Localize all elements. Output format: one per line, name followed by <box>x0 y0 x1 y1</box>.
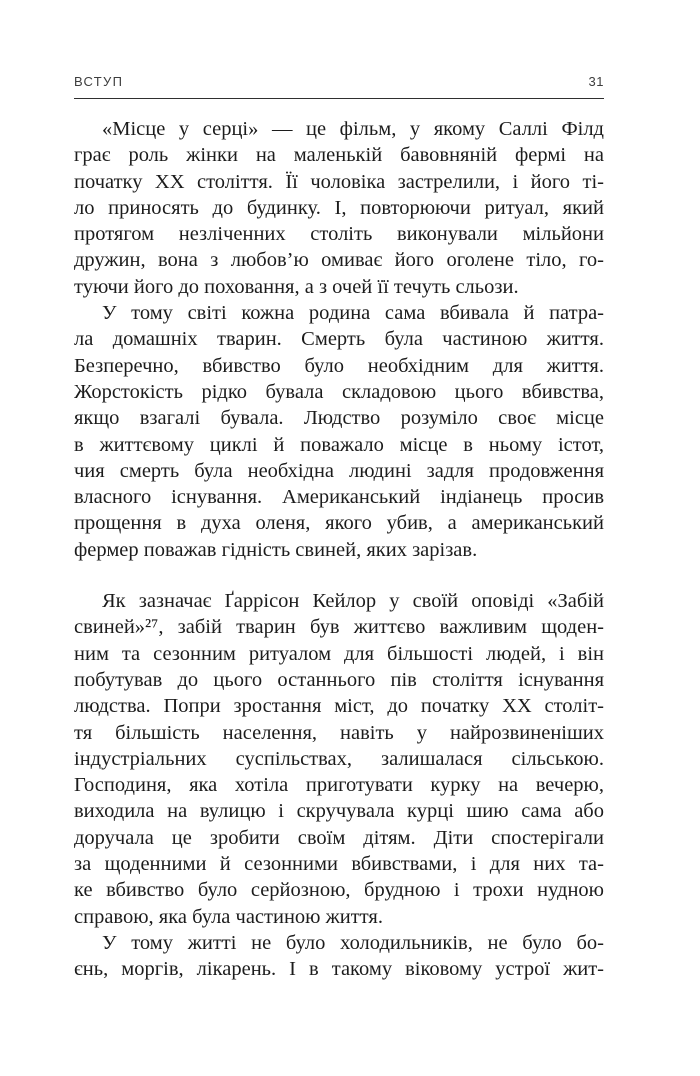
text-line: У тому житті не було холодильників, не було бо- <box>102 931 604 954</box>
text-line: прощення в духа оленя, якого убив, а американський <box>74 512 604 535</box>
paragraph <box>74 300 604 563</box>
text-line: фермер поважав гідність свиней, яких зарізав. <box>74 538 478 561</box>
text-line: Як зазначає Ґаррісон Кейлор у своїй оповіді «Забій <box>102 590 604 613</box>
text-line: якщо взагалі бувала. Людство розуміло своє місце <box>74 407 604 430</box>
paragraph <box>74 588 604 930</box>
page-number: 31 <box>588 74 604 89</box>
page-content <box>74 74 604 983</box>
text-line: Господиня, яка хотіла приготувати курку на вечерю, <box>74 774 604 797</box>
paragraph <box>74 930 604 983</box>
text-line: виходила на вулицю і скручувала курці шию сама або <box>74 800 604 823</box>
paragraph <box>74 116 604 300</box>
text-line: за щоденними й сезонними вбивствами, і для них та- <box>74 853 604 876</box>
text-line: протягом незліченних століть виконували мільйони <box>74 223 604 246</box>
text-line: дружин, вона з любов’ю омиває його оголене тіло, го- <box>74 249 604 272</box>
text-line: ним та сезонним ритуалом для більшості людей, і він <box>74 642 604 665</box>
text-line: тя більшість населення, навіть у найрозвиненіших <box>74 721 604 744</box>
text-line: індустріальних суспільствах, залишалася сільською. <box>74 747 604 770</box>
text-line: грає роль жінки на маленькій бавовняній фермі на <box>74 144 604 167</box>
text-line: чия смерть була необхідна людині задля продовження <box>74 459 604 482</box>
text-line: початку XX століття. Її чоловіка застрелили, і його ті- <box>74 170 604 193</box>
text-line: в життєвому циклі й поважало місце в ньому істот, <box>74 433 604 456</box>
text-line: ла домашніх тварин. Смерть була частиною життя. <box>74 328 604 351</box>
text-line: власного існування. Американський індіанець просив <box>74 486 604 509</box>
text-line: туючи його до поховання, а з очей її течуть сльози. <box>74 275 519 298</box>
text-line: свиней»²⁷, забій тварин був життєво важливим щоден- <box>74 616 604 639</box>
text-line: побутував до цього останнього пів століття існування <box>74 668 604 691</box>
text-line: Безперечно, вбивство було необхідним для життя. <box>74 354 604 377</box>
text-line: доручала це зробити своїм дітям. Діти спостерігали <box>74 826 604 849</box>
body-text <box>74 116 604 983</box>
text-line: «Місце у серці» — це фільм, у якому Саллі Філд <box>102 118 604 140</box>
text-line: людства. Попри зростання міст, до початку XX століт- <box>74 695 604 718</box>
text-line: У тому світі кожна родина сама вбивала й патра- <box>102 302 604 325</box>
text-line: ке вбивство було серйозною, брудною і трохи нудною <box>74 879 604 902</box>
text-line: справою, яка була частиною життя. <box>74 905 383 928</box>
running-title: ВСТУП <box>74 74 124 89</box>
page-header <box>74 74 604 99</box>
text-line: єнь, моргів, лікарень. І в такому віковому устрої жит- <box>74 958 604 981</box>
text-line: Жорстокість рідко бувала складовою цього вбивства, <box>74 380 604 403</box>
text-line: ло приносять до будинку. І, повторюючи ритуал, який <box>74 196 604 219</box>
